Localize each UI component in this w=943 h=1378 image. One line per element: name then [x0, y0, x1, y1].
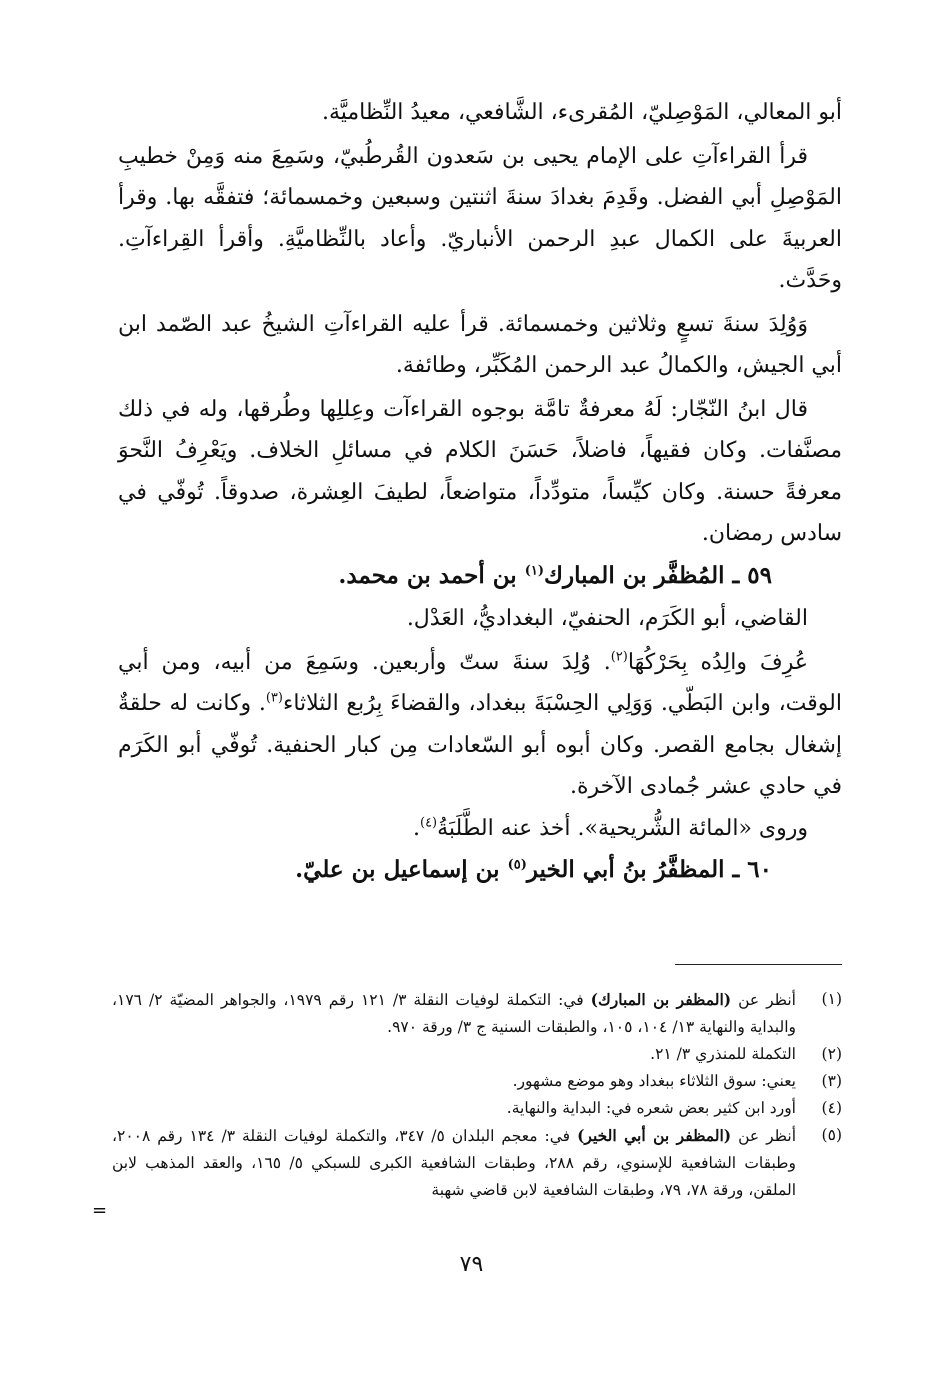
footnote-number: (٥) — [821, 1126, 842, 1144]
paragraph-4: قال ابنُ النّجّار: لَهُ معرفةٌ تامَّة بوجوه القراءآت وعِللِها وطُرقها، وله في ذلك مصنَّفات. وكان فقيهاً، فاضلاً، حَسَنَ الكلام في مسائلِ الخلاف. ويَعْرِفُ النَّحوَ معرفةً حسنة. وكان كيِّساً، متودِّداً، متواضعاً، لطيفَ العِشرة، صدوقاً. تُوفّي في سادس رمضان. — [118, 396, 842, 546]
heading-59-text: ٥٩ ـ المُظفَّر بن المبارك — [544, 561, 772, 589]
paragraph-2: قرأ القراءآتِ على الإمام يحيى بن سَعدون القُرطُبيّ، وسَمِعَ منه وَمِنْ خطيبِ المَوْصِلِ أبي الفضل. وقَدِمَ بغدادَ سنةَ اثنتين وسبعين وخمسمائة؛ فتفقَّه بها. وقرأ العربيةَ على الكمال عبدِ الرحمن الأنباريّ. وأعاد بالنِّظاميَّةِ. وأقرأ القِراءآتِ. وحَدَّث. — [118, 143, 842, 293]
footnotes — [112, 986, 842, 1204]
footnote-3 — [112, 1068, 842, 1095]
paragraph-1: أبو المعالي، المَوْصِليّ، المُقرىء، الشَّافعي، معيدُ النِّظاميَّة. — [321, 100, 842, 125]
footnote-text-pre: أنظر عن — [731, 991, 796, 1009]
footnote-text: التكملة للمنذري ٣/ ٢١. — [650, 1045, 796, 1063]
entry-heading-60 — [118, 849, 842, 891]
footnote-separator — [675, 964, 842, 965]
paragraph-5: القاضي، أبو الكَرَم، الحنفيّ، البغداديُّ، العَدْل. — [406, 606, 808, 631]
paragraph-7-part-a: وروى «المائة الشُّريحية». أخذ عنه الطَّلَبَةُ — [437, 815, 808, 841]
footnote-text-post: في: التكملة لوفيات النقلة ٣/ ١٢١ رقم ١٩٧٩، والجواهر المضيّة ٢/ ١٧٦، والبداية والنهاية ١٣/ ١٠٤، ١٠٥، والطبقات السنية ج ٣/ ورقة ٩٧٠. — [112, 991, 796, 1036]
footnote-ref-2: (٢) — [610, 649, 628, 665]
footnote-4 — [112, 1095, 842, 1122]
footnote-2 — [112, 1041, 842, 1068]
paragraph-7 — [118, 808, 842, 850]
footnote-ref-3: (٣) — [265, 690, 283, 706]
footnote-ref-1: (١) — [524, 562, 544, 578]
footnote-text: يعني: سوق الثلاثاء ببغداد وهو موضع مشهور. — [512, 1072, 796, 1090]
footnote-subject: (المظفر بن أبي الخير) — [577, 1126, 732, 1145]
paragraph-3: وَوُلِدَ سنةَ تسعٍ وثلاثين وخمسمائة. قرأ عليه القراءآتِ الشيخُ عبد الصّمد ابن أبي الجيش، والكمالُ عبد الرحمن المُكَبِّر، وطائفة. — [118, 311, 842, 378]
footnote-number: (٢) — [821, 1045, 842, 1063]
heading-59-text-rest: بن أحمد بن محمد. — [338, 561, 525, 589]
footnote-ref-5: (٥) — [507, 857, 527, 873]
footnote-number: (٣) — [821, 1072, 842, 1090]
heading-60-text-rest: بن إسماعيل بن عليّ. — [295, 856, 508, 883]
paragraph-6-part-c: . وكانت له حلقةٌ إشغال بجامع القصر. وكان أبوه أبو السّعادات مِن كبار الحنفية. تُوفّي أبو الكَرَم في حادي عشر جُمادى الآخرة. — [118, 691, 842, 799]
page-number: ٧٩ — [459, 1252, 484, 1277]
footnote-text-post: في: معجم البلدان ٥/ ٣٤٧، والتكملة لوفيات النقلة ٣/ ١٣٤ رقم ٢٠٠٨، وطبقات الشافعية للإسنوي، رقم ٢٨٨، وطبقات الشافعية الكبرى للسبكي ٥/ ١٦٥، والعقد المذهب لابن الملقن، ورقة ٧٨، ٧٩، وطبقات الشافعية لابن قاضي شهبة — [112, 1127, 796, 1199]
paragraph-6-part-a: عُرِفَ والِدُه بِحَرْكُهَا — [627, 649, 808, 675]
continuation-mark: = — [92, 1200, 108, 1221]
paragraph-6-part-b: . وُلِدَ سنةَ ستّ وأربعين. وسَمِعَ من أبيه، ومن أبي الوقت، وابن البَطّي. وَوَلِي الحِسْبَةَ ببغداد، والقضاءَ بِرُبع الثلاثاء — [118, 649, 842, 716]
footnote-text: أورد ابن كثير بعض شعره في: البداية والنهاية. — [506, 1099, 796, 1117]
footnote-number: (١) — [821, 990, 842, 1008]
footnote-5 — [112, 1122, 842, 1204]
paragraph-6 — [118, 642, 842, 808]
paragraph-7-part-b: . — [412, 815, 420, 841]
main-text — [118, 92, 842, 891]
entry-heading-59 — [118, 555, 842, 597]
footnote-text — [112, 1122, 796, 1204]
footnote-ref-4: (٤) — [419, 815, 438, 831]
footnote-text — [112, 986, 796, 1041]
footnote-number: (٤) — [821, 1099, 842, 1117]
footnote-1 — [112, 986, 842, 1041]
heading-60-text: ٦٠ ـ المظفَّرُ بنُ أبي الخير — [526, 856, 772, 883]
footnote-text-pre: أنظر عن — [731, 1127, 797, 1145]
footnote-subject: (المظفر بن المبارك) — [590, 990, 732, 1009]
